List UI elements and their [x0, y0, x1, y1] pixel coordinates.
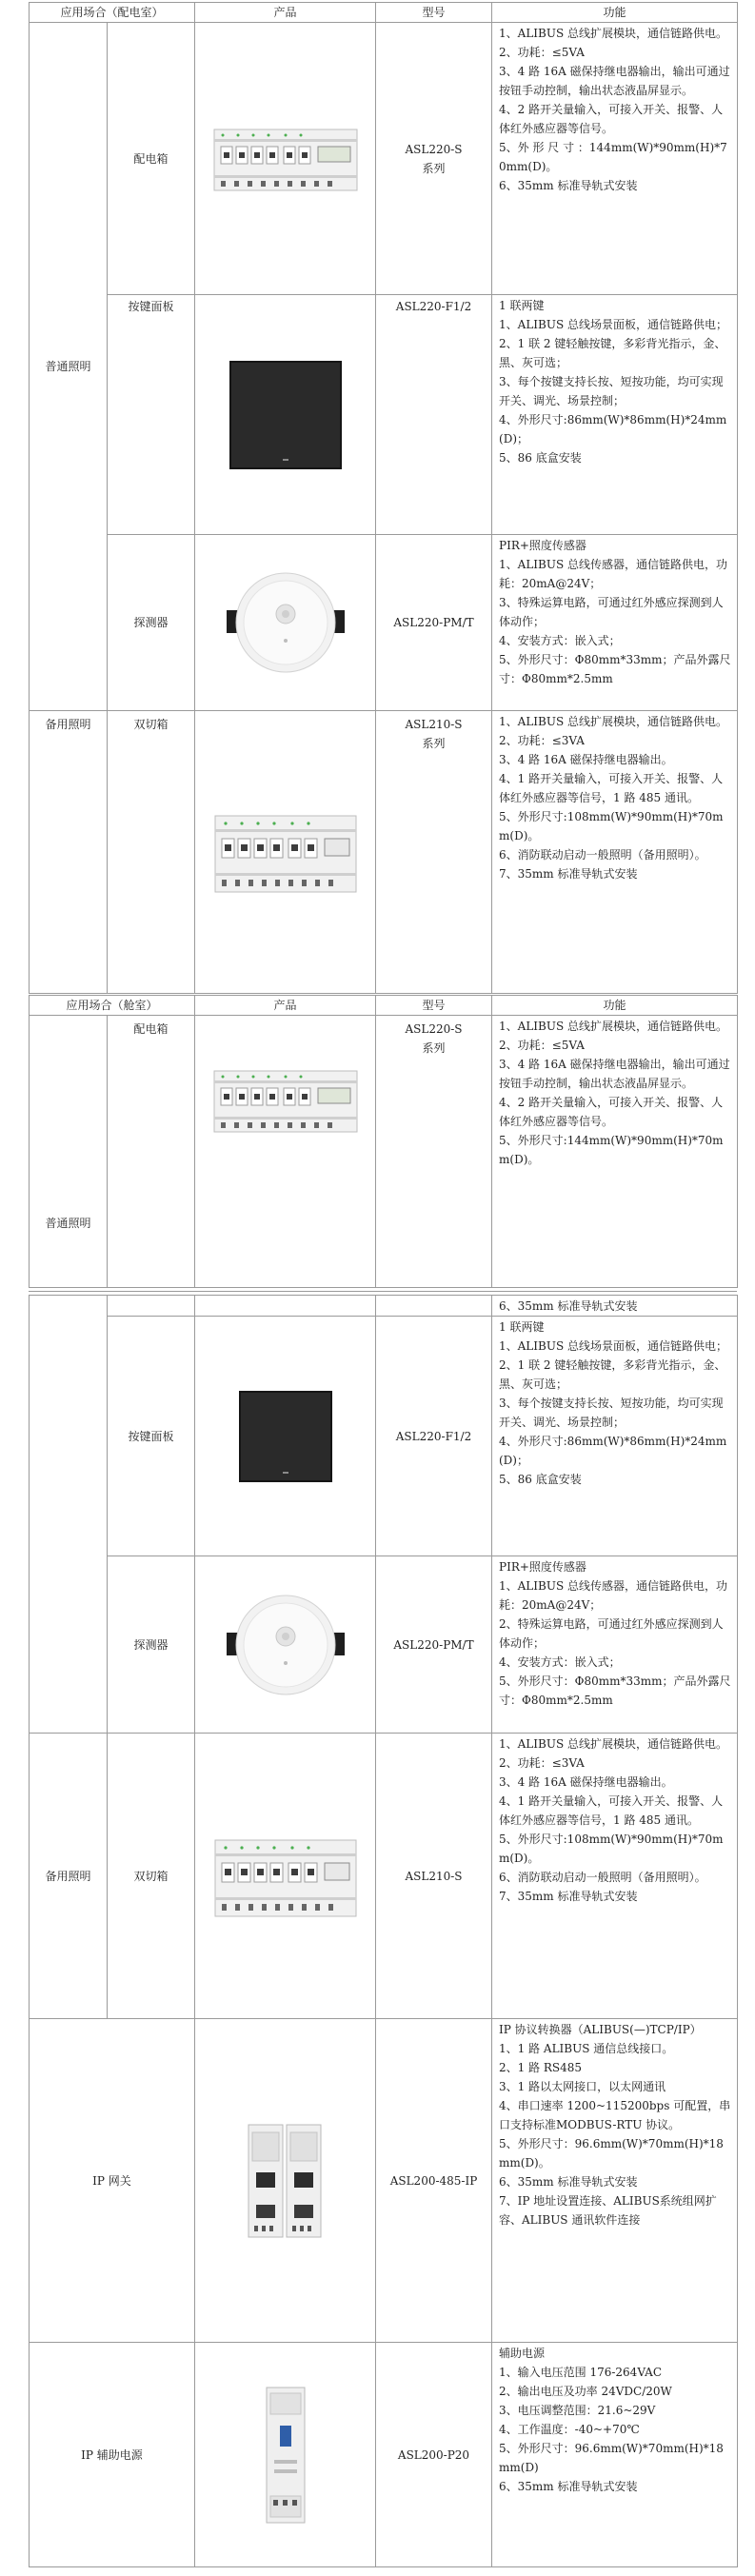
- product-cell-empty: [108, 1296, 195, 1317]
- function-list: [492, 295, 738, 535]
- table-row: [30, 1296, 738, 1317]
- dual-switch-box-image: [214, 1831, 357, 1922]
- function-item: 4、安装方式：嵌入式；: [499, 1655, 621, 1669]
- header-function: 功能: [492, 3, 738, 23]
- function-item: 6、35mm 标准导轨式安装: [499, 1299, 638, 1313]
- group-normal-lighting: 普通照明: [30, 23, 108, 711]
- table-row: [30, 535, 738, 711]
- function-item: 4、1 路开关量输入，可接入开关、报警、人体红外感应器等信号，1 路 485 通讯。: [499, 772, 724, 804]
- function-list: [492, 23, 738, 295]
- function-item: 3、每个按键支持长按、短按功能，均可实现开关、调光、场景控制；: [499, 1397, 724, 1429]
- model-cell-empty: [376, 1296, 492, 1317]
- header-function: 功能: [492, 996, 738, 1016]
- model-series: 系列: [422, 161, 446, 175]
- header-application: 应用场合（舱室）: [30, 996, 195, 1016]
- distribution-box-image: [213, 1063, 358, 1138]
- product-name: 配电箱: [108, 23, 195, 295]
- function-item: 7、35mm 标准导轨式安装: [499, 1890, 638, 1903]
- function-item: 3、4 路 16A 磁保持继电器输出，输出可通过按钮手动控制，输出状态液晶屏显示。: [499, 65, 730, 97]
- table-header: [30, 996, 738, 1016]
- model-number: ASL210-S: [376, 1734, 492, 2019]
- function-item: 4、外形尺寸:86mm(W)*86mm(H)*24mm(D)；: [499, 413, 727, 446]
- group-normal-lighting: 普通照明: [30, 1016, 108, 1288]
- function-item: 1、输入电压范围 176-264VAC: [499, 2366, 663, 2379]
- table-row: [30, 2019, 738, 2343]
- function-item: IP 协议转换器（ALIBUS(—)TCP/IP）: [499, 2023, 702, 2036]
- function-item: 1 联两键: [499, 1320, 545, 1334]
- function-item: 5、86 底盒安装: [499, 1473, 582, 1486]
- auxiliary-power-image: [259, 2384, 312, 2526]
- table-row: [30, 1317, 738, 1556]
- function-list: [492, 711, 738, 994]
- key-panel-image: [238, 1390, 333, 1483]
- product-image-distribution-box: [195, 23, 376, 295]
- function-list: [492, 1016, 738, 1288]
- function-list: [492, 1317, 738, 1556]
- function-item: 4、外形尺寸:86mm(W)*86mm(H)*24mm(D)；: [499, 1435, 727, 1467]
- product-name: 按键面板: [108, 295, 195, 535]
- function-item: 6、35mm 标准导轨式安装: [499, 2480, 638, 2493]
- header-product: 产品: [195, 3, 376, 23]
- table-row: [30, 295, 738, 535]
- model-number: ASL220-S: [405, 142, 463, 156]
- function-item: PIR+照度传感器: [499, 1560, 586, 1574]
- model-series: 系列: [422, 737, 446, 750]
- product-table-cabin: [29, 995, 738, 1288]
- function-item: 3、特殊运算电路，可通过红外感应探测到人体动作；: [499, 596, 724, 628]
- model-number: ASL220-PM/T: [376, 1556, 492, 1734]
- function-item: 7、IP 地址设置连接、ALIBUS系统组网扩容、ALIBUS 通讯软件连接: [499, 2194, 717, 2227]
- function-item: 6、35mm 标准导轨式安装: [499, 2175, 638, 2189]
- model-number: ASL220-F1/2: [376, 1317, 492, 1556]
- product-name: 探测器: [108, 535, 195, 711]
- product-name-ip-gateway: IP 网关: [30, 2019, 195, 2343]
- function-item: 4、工作温度：-40~+70℃: [499, 2423, 640, 2436]
- model-number: ASL200-P20: [376, 2343, 492, 2567]
- function-item: 5、外 形 尺 寸 ：144mm(W)*90mm(H)*70mm(D)。: [499, 141, 727, 173]
- function-item: 2、功耗：≤5VA: [499, 46, 585, 59]
- key-panel-image: [228, 360, 343, 470]
- function-item: 2、特殊运算电路，可通过红外感应探测到人体动作；: [499, 1617, 724, 1650]
- header-application: 应用场合（配电室）: [30, 3, 195, 23]
- function-item: 3、4 路 16A 磁保持继电器输出。: [499, 753, 673, 766]
- model-number: ASL220-S: [405, 1022, 463, 1036]
- function-item: 5、外形尺寸:108mm(W)*90mm(H)*70mm(D)。: [499, 1833, 724, 1865]
- function-item: 5、外形尺寸:144mm(W)*90mm(H)*70mm(D)。: [499, 1134, 724, 1166]
- function-item: 5、外形尺寸：96.6mm(W)*70mm(H)*18mm(D)。: [499, 2137, 724, 2170]
- product-name: 双切箱: [108, 711, 195, 994]
- function-item: 5、86 底盒安装: [499, 451, 582, 465]
- function-item: 1、ALIBUS 总线扩展模块，通信链路供电。: [499, 1020, 727, 1033]
- function-item: 6、消防联动启动一般照明（备用照明）。: [499, 848, 706, 862]
- function-item: 1、ALIBUS 总线传感器，通信链路供电，功耗：20mA@24V；: [499, 558, 727, 590]
- function-item: 2、功耗：≤3VA: [499, 1756, 585, 1770]
- product-image-key-panel: [195, 1317, 376, 1556]
- product-image-key-panel: [195, 295, 376, 535]
- function-item: 2、1 联 2 键轻触按键，多彩背光指示，金、黑、灰可选；: [499, 337, 726, 369]
- function-item: 4、安装方式：嵌入式；: [499, 634, 621, 647]
- table-header: [30, 3, 738, 23]
- function-item: 1、1 路 ALIBUS 通信总线接口。: [499, 2042, 674, 2055]
- table-row: [30, 1734, 738, 2019]
- model-number: ASL220-F1/2: [376, 295, 492, 535]
- product-name: 双切箱: [108, 1734, 195, 2019]
- function-list: [492, 1556, 738, 1734]
- function-item: 3、每个按键支持长按、短按功能，均可实现开关、调光、场景控制；: [499, 375, 724, 407]
- function-item: 2、1 联 2 键轻触按键，多彩背光指示，金、黑、灰可选；: [499, 1358, 726, 1391]
- ip-gateway-image: [243, 2119, 328, 2243]
- image-cell-empty: [195, 1296, 376, 1317]
- product-table-cabin-continued: [29, 1295, 738, 2567]
- function-item: 6、消防联动启动一般照明（备用照明）。: [499, 1871, 706, 1884]
- product-image-detector: [195, 535, 376, 711]
- function-item: 3、4 路 16A 磁保持继电器输出，输出可通过按钮手动控制，输出状态液晶屏显示。: [499, 1058, 730, 1090]
- page-break-line: [29, 1291, 737, 1292]
- detector-image: [219, 570, 352, 675]
- function-list: [492, 535, 738, 711]
- product-image-auxiliary-power: [195, 2343, 376, 2567]
- dual-switch-box-image: [214, 806, 357, 898]
- function-item: 1、ALIBUS 总线扩展模块，通信链路供电。: [499, 1737, 727, 1751]
- product-table-distribution-room: [29, 2, 738, 994]
- function-item: 1、ALIBUS 总线场景面板，通信链路供电；: [499, 1339, 727, 1353]
- product-image-ip-gateway: [195, 2019, 376, 2343]
- table-row: [30, 1016, 738, 1288]
- function-item: 2、1 路 RS485: [499, 2061, 583, 2074]
- function-item: 3、电压调整范围：21.6~29V: [499, 2404, 656, 2417]
- model-cell: [376, 23, 492, 295]
- group-backup-lighting: 备用照明: [30, 711, 108, 994]
- function-item: 5、外形尺寸：Φ80mm*33mm；产品外露尺寸：Φ80mm*2.5mm: [499, 653, 731, 685]
- function-item: 4、1 路开关量输入，可接入开关、报警、人体红外感应器等信号，1 路 485 通讯。: [499, 1794, 724, 1827]
- function-item: 辅助电源: [499, 2347, 546, 2360]
- product-image-detector: [195, 1556, 376, 1734]
- function-item: 2、输出电压及功率 24VDC/20W: [499, 2385, 672, 2398]
- product-image-dual-switch-box: [195, 711, 376, 994]
- product-image-dual-switch-box: [195, 1734, 376, 2019]
- function-item: 1 联两键: [499, 299, 545, 312]
- function-item: 3、1 路以太网接口，以太网通讯: [499, 2080, 666, 2093]
- function-item: 1、ALIBUS 总线扩展模块，通信链路供电。: [499, 715, 727, 728]
- header-product: 产品: [195, 996, 376, 1016]
- model-number: ASL200-485-IP: [376, 2019, 492, 2343]
- table-row: [30, 711, 738, 994]
- group-backup-lighting: 备用照明: [30, 1734, 108, 2019]
- function-item: 4、串口速率 1200~115200bps 可配置，串口支持标准MODBUS-RTU 协议。: [499, 2099, 731, 2131]
- model-series: 系列: [422, 1041, 446, 1055]
- function-item: 5、外形尺寸:108mm(W)*90mm(H)*70mm(D)。: [499, 810, 724, 842]
- function-item: PIR+照度传感器: [499, 539, 586, 552]
- table-row: [30, 1556, 738, 1734]
- product-name: 配电箱: [108, 1016, 195, 1288]
- model-cell: [376, 711, 492, 994]
- header-model: 型号: [376, 3, 492, 23]
- function-item: 4、2 路开关量输入，可接入开关、报警、人体红外感应器等信号。: [499, 103, 724, 135]
- distribution-box-image: [213, 122, 358, 196]
- model-cell: [376, 1016, 492, 1288]
- function-item: 6、35mm 标准导轨式安装: [499, 179, 638, 192]
- function-item: 1、ALIBUS 总线扩展模块，通信链路供电。: [499, 27, 727, 40]
- function-item: 3、4 路 16A 磁保持继电器输出。: [499, 1775, 673, 1789]
- table-row: [30, 2343, 738, 2567]
- table-row: [30, 23, 738, 295]
- function-item: 7、35mm 标准导轨式安装: [499, 867, 638, 881]
- model-number: ASL220-PM/T: [376, 535, 492, 711]
- product-name-auxiliary-power: IP 辅助电源: [30, 2343, 195, 2567]
- function-list: [492, 2019, 738, 2343]
- product-name: 按键面板: [108, 1317, 195, 1556]
- function-item: 2、功耗：≤3VA: [499, 734, 585, 747]
- group-cell-empty: [30, 1296, 108, 1734]
- header-model: 型号: [376, 996, 492, 1016]
- function-item: 2、功耗：≤5VA: [499, 1039, 585, 1052]
- function-item: 4、2 路开关量输入，可接入开关、报警、人体红外感应器等信号。: [499, 1096, 724, 1128]
- product-image-distribution-box: [195, 1016, 376, 1288]
- function-item: 5、外形尺寸：96.6mm(W)*70mm(H)*18mm(D): [499, 2442, 724, 2474]
- function-list: [492, 2343, 738, 2567]
- function-item: 5、外形尺寸：Φ80mm*33mm；产品外露尺寸：Φ80mm*2.5mm: [499, 1674, 731, 1707]
- detector-image: [219, 1593, 352, 1697]
- function-item: 1、ALIBUS 总线场景面板，通信链路供电；: [499, 318, 727, 331]
- function-item: 1、ALIBUS 总线传感器，通信链路供电，功耗：20mA@24V；: [499, 1579, 727, 1612]
- model-number: ASL210-S: [405, 718, 463, 731]
- function-list: [492, 1296, 738, 1317]
- function-list: [492, 1734, 738, 2019]
- product-name: 探测器: [108, 1556, 195, 1734]
